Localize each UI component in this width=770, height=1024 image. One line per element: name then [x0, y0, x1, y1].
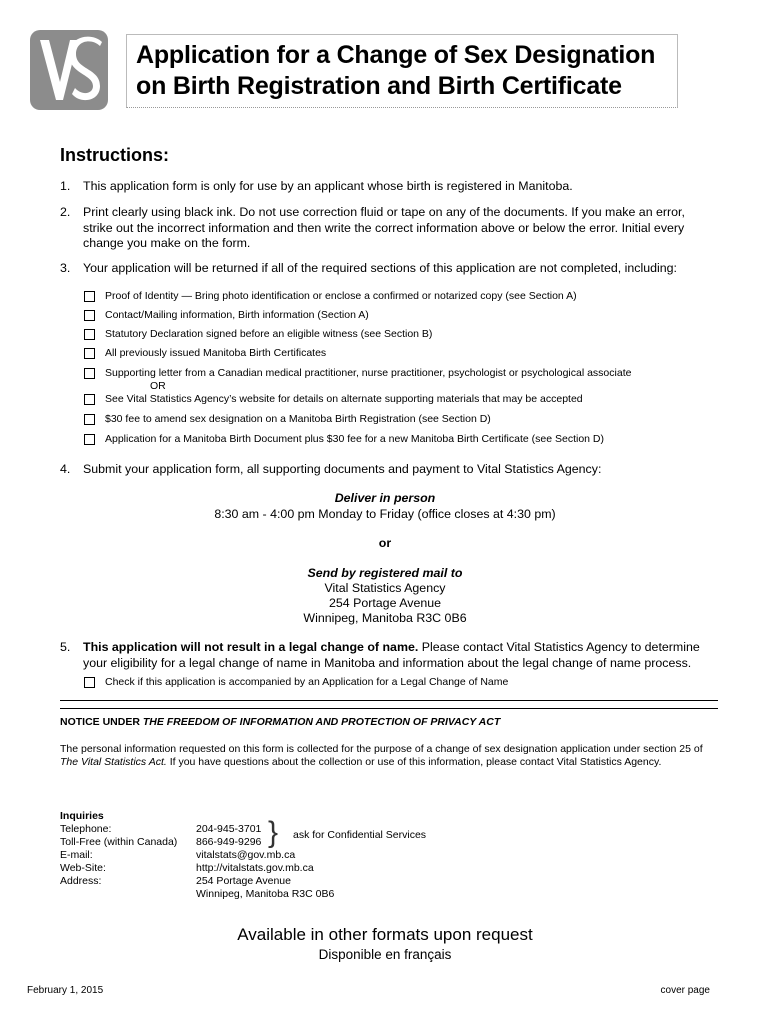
title-line-1: Application for a Change of Sex Designation	[136, 41, 656, 69]
office-hours: 8:30 am - 4:00 pm Monday to Friday (office closes at 4:30 pm)	[214, 507, 556, 521]
confidential-services-note: ask for Confidential Services	[293, 829, 427, 841]
form-title	[136, 40, 655, 102]
deliver-in-person-heading: Deliver in person	[334, 491, 436, 505]
inquiry-value: 204-945-3701	[196, 823, 262, 835]
inquiry-label: Web-Site:	[60, 862, 106, 874]
privacy-notice-heading: NOTICE UNDER THE FREEDOM OF INFORMATION AND PROTECTION OF PRIVACY ACT	[60, 716, 501, 728]
mail-heading: Send by registered mail to	[307, 566, 463, 580]
instructions-heading: Instructions:	[60, 145, 170, 165]
disponible-francais: Disponible en français	[318, 947, 452, 962]
inquiry-value: Winnipeg, Manitoba R3C 0B6	[196, 888, 335, 900]
footer-page-label: cover page	[660, 985, 710, 996]
brace: }	[268, 816, 279, 849]
checkbox[interactable]	[84, 677, 95, 688]
item-3-number: 3.	[60, 261, 71, 275]
inquiry-label: Toll-Free (within Canada)	[60, 836, 178, 848]
checkbox[interactable]	[84, 291, 95, 302]
item-1-number: 1.	[60, 179, 71, 193]
title-line-2: on Birth Registration and Birth Certificate	[136, 72, 622, 100]
inquiry-label: Telephone:	[60, 823, 112, 835]
inquiry-value[interactable]: vitalstats@gov.mb.ca	[196, 849, 296, 861]
item-4-number: 4.	[60, 462, 71, 476]
vs-logo	[30, 30, 108, 110]
checklist-or: OR	[150, 380, 166, 392]
inquiry-value: 866-949-9296	[196, 836, 262, 848]
item-5-number: 5.	[60, 640, 71, 654]
checkbox[interactable]	[84, 329, 95, 340]
divider	[60, 700, 718, 701]
divider	[60, 708, 718, 709]
inquiries-heading: Inquiries	[60, 810, 104, 822]
inquiry-value: 254 Portage Avenue	[196, 875, 291, 887]
mail-address-line: Vital Statistics Agency	[324, 581, 446, 595]
checkbox[interactable]	[84, 414, 95, 425]
checkbox[interactable]	[84, 368, 95, 379]
item-5-rest: Please contact Vital Statistics Agency to determine your eligibility for a legal change of name in Manitoba and information about the legal change of name process.	[83, 640, 700, 670]
item-2-text: Print clearly using black ink. Do not use correction fluid or tape on any of the documents. If you make an error, strike out the incorrect information and then write the correct information above or below the error. Initial every change you make on the form.	[83, 205, 685, 250]
mail-address-line: 254 Portage Avenue	[328, 596, 442, 610]
checkbox[interactable]	[84, 348, 95, 359]
privacy-notice-text: The personal information requested on this form is collected for the purpose of a change of sex designation application under section 25 of The Vital Statistics Act. If you have questions about the collection or use of this information, please contact Vital Statistics Agency.	[60, 743, 703, 768]
available-formats: Available in other formats upon request	[237, 925, 533, 944]
inquiry-label: E-mail:	[60, 849, 93, 861]
item-4-text: Submit your application form, all supporting documents and payment to Vital Statistics Agency:	[83, 462, 602, 476]
checkbox[interactable]	[84, 394, 95, 405]
item-5-bold: This application will not result in a legal change of name.	[83, 640, 419, 654]
checkbox[interactable]	[84, 310, 95, 321]
item-5-text	[83, 640, 711, 671]
checkbox[interactable]	[84, 434, 95, 445]
inquiry-value[interactable]: http://vitalstats.gov.mb.ca	[196, 862, 314, 874]
mail-address-line: Winnipeg, Manitoba R3C 0B6	[303, 611, 467, 625]
item-3-text: Your application will be returned if all of the required sections of this application are not completed, including:	[83, 261, 677, 275]
delivery-or: or	[378, 536, 392, 550]
footer-date: February 1, 2015	[27, 985, 104, 996]
inquiry-label: Address:	[60, 875, 102, 887]
item-2-number: 2.	[60, 205, 71, 219]
item-1-text: This application form is only for use by an applicant whose birth is registered in Manitoba.	[83, 179, 573, 193]
